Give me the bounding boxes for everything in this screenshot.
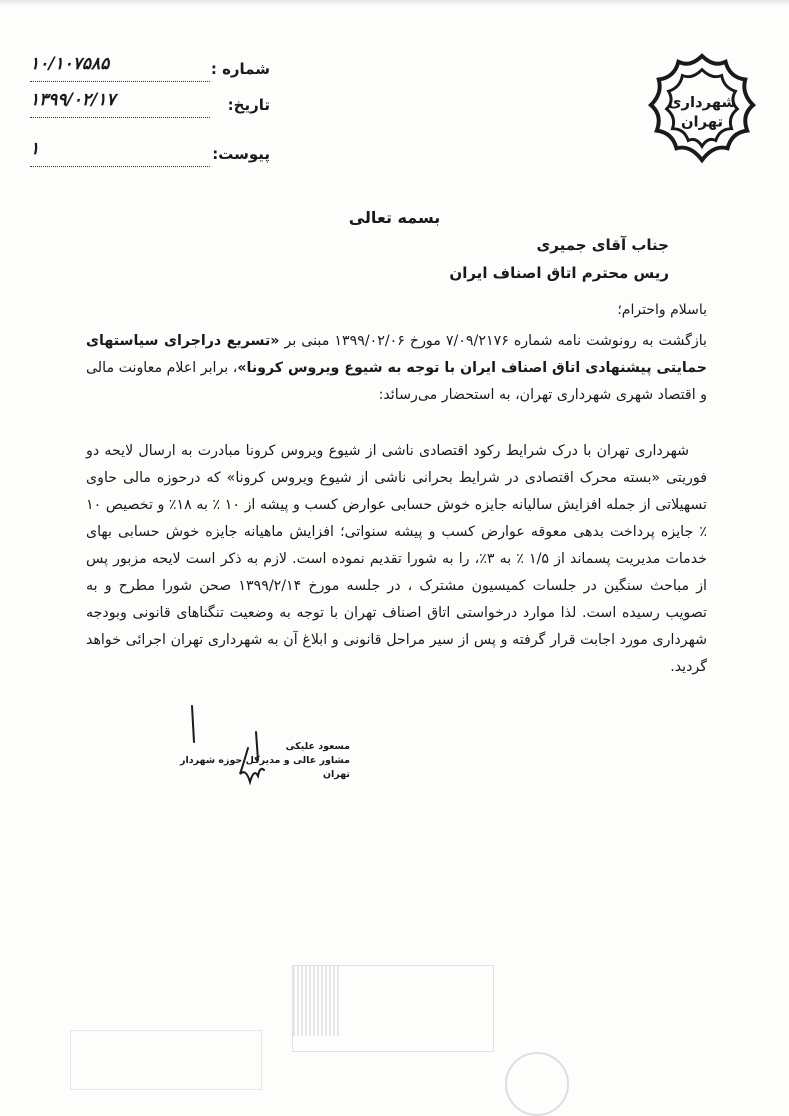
attachment-line [30,166,210,167]
faint-footer-box [70,1030,262,1090]
tehran-municipality-logo-icon [643,50,761,168]
letter-date-value: ۱۳۹۹/۰۲/۱۷ [30,90,116,110]
body-p1-intro: بازگشت به رونوشت نامه شماره ۷/۰۹/۲۱۷۶ مورخ ۱۳۹۹/۰۲/۰۶ مبنی بر [279,333,708,349]
body-paragraph-1 [86,328,707,409]
faint-barcode-box [292,965,494,1052]
letter-date-line [30,117,210,118]
attachment-value: ۱ [30,139,40,159]
letter-number-row [30,54,270,86]
logo-text-top: شهرداری [667,94,737,112]
body-p1-subject: «تسریع دراجرای سیاستهای حمایتی پیشنهادی اتاق اصناف ایران با توجه به شیوع ویروس کرونا» [86,333,707,376]
letter-number-value: ۱۰/۱۰۷۵۸۵ [30,54,110,74]
letter-number-label: شماره : [210,60,270,78]
faint-seal-icon [505,1052,569,1116]
body-p1-end: ، برابر اعلام معاونت مالی و اقتصاد شهری شهرداری تهران، به استحضار می‌رسائد: [85,360,707,403]
logo-text-bottom: تهران [680,113,724,131]
salutation: باسلام واحترام؛ [617,302,707,318]
bismillah-heading: بسمه تعالی [348,208,441,227]
letter-date-label: تاریخ: [227,96,270,114]
letter-date-row [30,90,270,122]
recipient-name: جناب آقای جمیری [536,236,669,254]
signatory-name: مسعود علیکی [285,741,350,752]
signatory-title: مشاور عالی و مدیرکل حوزه شهردار تهران [179,755,350,780]
letter-number-line [30,81,210,82]
scan-edge [0,0,789,6]
recipient-title: ریس محترم اتاق اصناف ایران [449,264,669,282]
body-paragraph-2: شهرداری تهران با درک شرایط رکود اقتصادی ناشی از شیوع ویروس کرونا مبادرت به ارسال لایحه دو فوریتی «بسته محرک اقتصادی در شرایط بحرانی ناشی از شیوع ویروس کرونا» که درحوزه مالی حاوی تسهیلاتی از جمله افزایش سالیانه جایزه خوش حسابی عوارض کسب و پیشه از ۱۰ ٪ به ۱۸٪ و تخصیص ۱۰ ٪ جایزه پرداخت بدهی معوقه عوارض کسب و پیشه سنواتی؛ افزایش ماهیانه جایزه خوش حسابی بهای خدمات مدیریت پسماند از ۱/۵ ٪ به ۳٪، را به شورا تقدیم نموده است. لازم به ذکر است لایحه مزبور پس از مباحث سنگین در جلسات کمیسیون مشترک ، در جلسه مورخ ۱۳۹۹/۲/۱۴ صحن شورا مطرح و به تصویب رسیده است. لذا موارد درخواستی اتاق اصناف تهران با توجه به وضعیت تنگناهای قانونی وبودجه شهرداری مورد اجابت قرار گرفته و پس از سیر مراحل قانونی و ابلاغ آن به شهرداری تهران اجرائی خواهد گردید. [86,443,707,675]
signature-block [150,740,350,782]
attachment-row [30,139,270,171]
attachment-label: پیوست: [212,145,270,163]
